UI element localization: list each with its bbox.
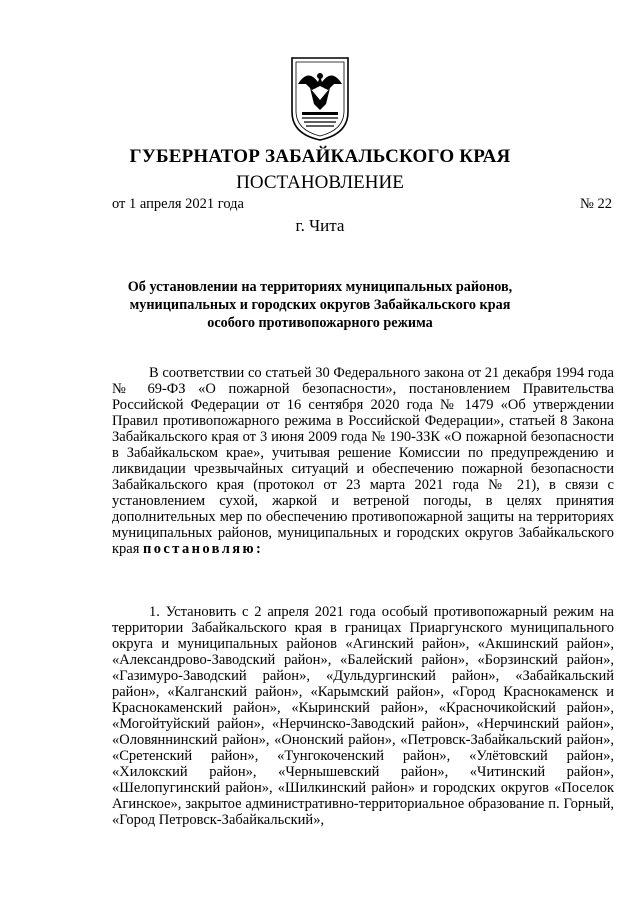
- preamble-paragraph: [112, 365, 614, 557]
- document-city: г. Чита: [295, 216, 345, 235]
- decree-word: постановляю:: [143, 541, 264, 557]
- coat-of-arms-emblem: [288, 54, 352, 142]
- document-date: от 1 апреля 2021 года: [112, 196, 244, 212]
- document-type: ПОСТАНОВЛЕНИЕ: [236, 172, 404, 193]
- organization-name: ГУБЕРНАТОР ЗАБАЙКАЛЬСКОГО КРАЯ: [129, 146, 511, 167]
- document-number: № 22: [580, 196, 612, 212]
- document-title: Об установлении на территориях муниципальных районов, муниципальных и городских округов Забайкальского края особого противопожарного режима: [127, 279, 513, 331]
- item-1-paragraph: 1. Установить с 2 апреля 2021 года особый противопожарный режим на территории Забайкальского края в границах Приаргунского муниципального округа и муниципальных районов «Агинский район», «Акшинский район», «Александрово-Заводский район», «Балейский район», «Борзинский район», «Газимуро-Заводский район», «Дульдургинский район», «Забайкальский район», «Калганский район», «Карымский район», «Город Краснокаменск и Краснокаменский район», «Кыринский район», «Красночикойский район», «Могойтуйский район», «Нерчинско-Заводский район», «Нерчинский район», «Оловяннинский район», «Ононский район», «Петровск-Забайкальский район», «Сретенский район», «Тунгокоченский район», «Улётовский район», «Хилокский район», «Чернышевский район», «Читинский район», «Шелопугинский район», «Шилкинский район» и городских округов «Поселок Агинское», закрытое административно-территориальное образование п. Горный, «Город Петровск-Забайкальский»,: [112, 604, 614, 828]
- preamble-text: В соответствии со статьей 30 Федерального закона от 21 декабря 1994 года № 69-ФЗ «О пожарной безопасности», постановлением Правительства Российской Федерации от 16 сентября 2020 года № 1479 «Об утверждении Правил противопожарного режима в Российской Федерации», статьей 8 Закона Забайкальского края от 3 июня 2009 года № 190-ЗЗК «О пожарной безопасности в Забайкальском крае», учитывая решение Комиссии по предупреждению и ликвидации чрезвычайных ситуаций и обеспечению пожарной безопасности Забайкальского края (протокол от 23 марта 2021 года № 21), в связи с установлением сухой, жаркой и ветреной погоды, в целях принятия дополнительных мер по обеспечению противопожарной защиты на территориях муниципальных районов, муниципальных и городских округов Забайкальского края: [112, 365, 614, 557]
